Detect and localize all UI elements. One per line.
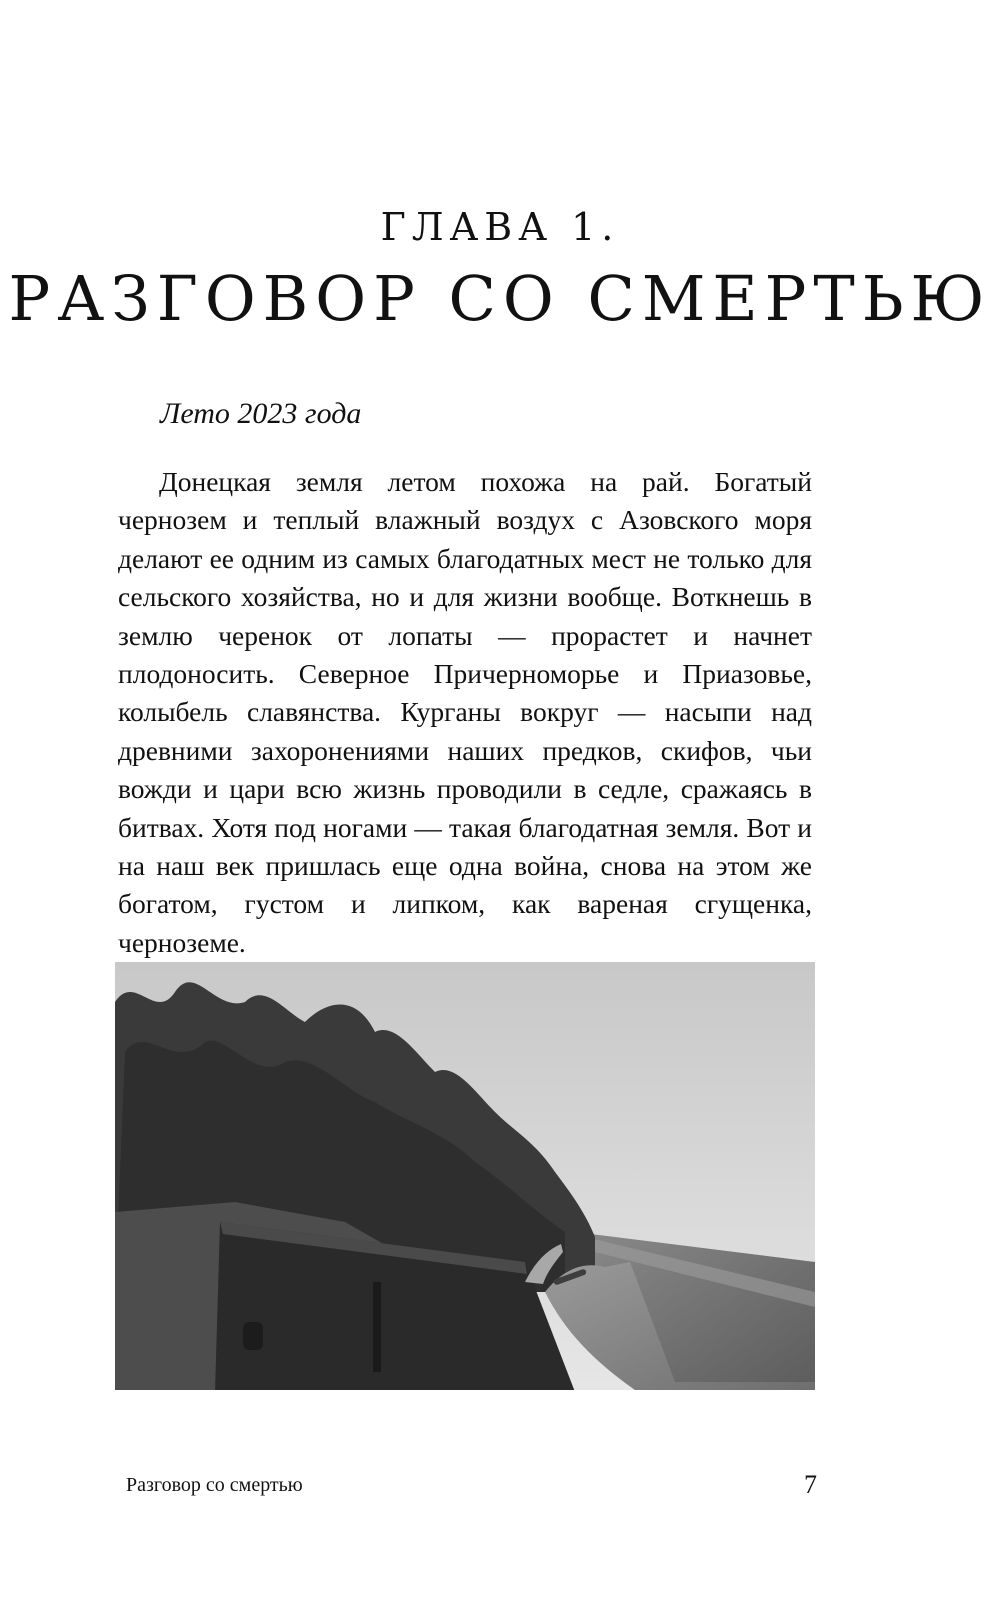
photograph-landscape <box>115 962 815 1390</box>
running-footer-title: Разговор со смертью <box>126 1474 303 1496</box>
chapter-label: ГЛАВА 1. <box>380 205 620 249</box>
chapter-title: РАЗГОВОР СО СМЕРТЬЮ <box>8 262 992 335</box>
body-paragraph: Донецкая земля летом похожа на рай. Богатый чернозем и теплый влажный воздух с Азовского моря делают ее одним из самых благодатных мест не только для сельского хозяйства, но и для жизни вообще. Воткнешь в землю черенок от лопаты — прорастет и начнет плодоносить. Северное Причерноморье и Приазовье, колыбель славянства. Курганы вокруг — насыпи над древними захоронениями наших предков, скифов, чьи вожди и цари всю жизнь проводили в седле, сражаясь в битвах. Хотя под ногами — такая благодатная земля. Вот и на наш век пришлась еще одна война, снова на этом же богатом, густом и липком, как вареная сгущенка, черноземе. <box>118 466 812 958</box>
page-number: 7 <box>804 1470 817 1499</box>
section-subtitle: Лето 2023 года <box>160 397 362 430</box>
